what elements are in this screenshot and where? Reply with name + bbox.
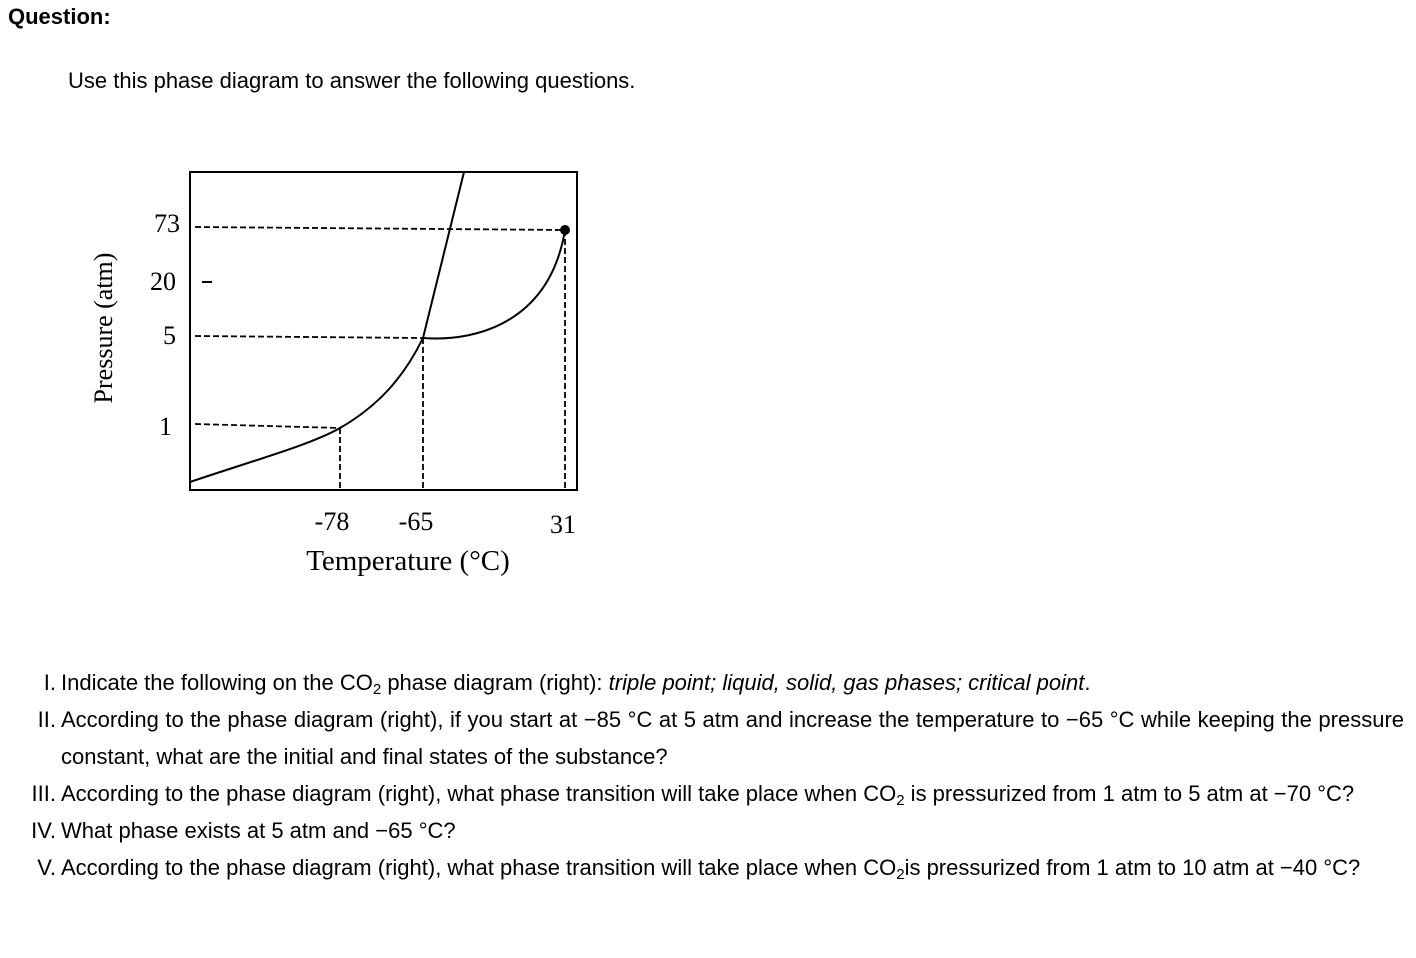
subscript: 2 — [896, 792, 905, 809]
text-run: phase diagram (right): — [381, 670, 609, 695]
sublimation-curve — [190, 338, 423, 482]
question-item — [0, 775, 1404, 812]
y-tick-5: 5 — [163, 321, 176, 350]
x-tick-31: 31 — [550, 510, 576, 539]
question-item — [0, 812, 1404, 849]
question-text — [61, 855, 1361, 883]
subscript: 2 — [372, 681, 382, 698]
text-run: is pressurized from 1 atm to 5 atm at −70 °C? — [904, 781, 1355, 806]
x-tick-minus-78: -78 — [314, 507, 350, 536]
question-number: III. — [31, 781, 56, 806]
text-run: Indicate the following on the CO — [61, 670, 373, 695]
y-tick-1: 1 — [159, 412, 172, 441]
text-run: is pressurized from 1 atm to 10 atm at −40 °C? — [904, 855, 1361, 880]
plot-frame — [190, 172, 577, 490]
phase-diagram-svg — [80, 160, 610, 590]
critical-point-marker — [560, 225, 570, 235]
subscript: 2 — [896, 866, 905, 883]
x-axis-label: Temperature (°C) — [306, 545, 510, 577]
text-run: According to the phase diagram (right), if you start at −85 °C at 5 atm and increase the temperature to −65 °C while keeping the pressure constant, what are the initial and final states of the substance? — [61, 707, 1404, 769]
intro-text: Use this phase diagram to answer the following questions. — [68, 68, 636, 93]
question-item — [0, 849, 1404, 886]
question-item — [0, 664, 1404, 701]
guide-1-atm — [195, 424, 340, 428]
question-item — [0, 701, 1404, 775]
x-tick-minus-65: -65 — [398, 507, 434, 536]
y-axis-label: Pressure (atm) — [89, 252, 118, 404]
question-number: II. — [37, 707, 56, 732]
question-text — [61, 781, 1355, 809]
question-number: V. — [37, 855, 56, 880]
y-tick-20: 20 — [150, 267, 176, 296]
question-text — [61, 707, 1404, 769]
text-run: According to the phase diagram (right), what phase transition will take place when CO — [61, 855, 897, 880]
text-run: . — [1084, 670, 1091, 695]
melting-curve — [423, 172, 464, 338]
question-heading: Question: — [8, 4, 111, 29]
question-text — [61, 670, 1091, 698]
emphasis-text: triple point; liquid, solid, gas phases; critical point — [608, 670, 1085, 695]
phase-diagram — [80, 160, 610, 590]
guide-5-atm — [195, 336, 423, 338]
question-list — [0, 664, 1404, 886]
question-number: I. — [43, 670, 56, 695]
y-tick-73: 73 — [154, 209, 180, 238]
question-number: IV. — [31, 818, 56, 843]
question-text — [61, 818, 456, 843]
text-run: According to the phase diagram (right), what phase transition will take place when CO — [61, 781, 897, 806]
guide-73-atm — [195, 227, 565, 230]
vaporization-curve — [423, 230, 565, 338]
text-run: What phase exists at 5 atm and −65 °C? — [61, 818, 456, 843]
